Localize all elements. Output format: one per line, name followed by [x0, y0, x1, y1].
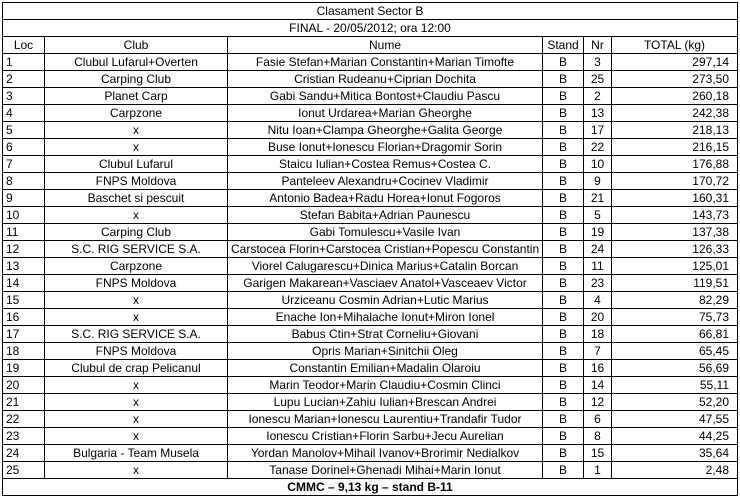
cell-nr: 18 — [584, 326, 612, 343]
cell-nr: 7 — [584, 343, 612, 360]
cell-total: 75,73 — [612, 309, 738, 326]
cell-club: x — [45, 411, 228, 428]
cell-loc: 25 — [3, 462, 45, 479]
cell-nr: 13 — [584, 105, 612, 122]
cell-stand: B — [543, 394, 584, 411]
cell-stand: B — [543, 190, 584, 207]
cell-nume: Constantin Emilian+Madalin Olaroiu — [228, 360, 543, 377]
cell-nr: 4 — [584, 292, 612, 309]
table-row — [3, 139, 738, 156]
cell-stand: B — [543, 292, 584, 309]
header-nr: Nr — [584, 37, 612, 54]
cell-nr: 10 — [584, 156, 612, 173]
cell-club: Clubul de crap Pelicanul — [45, 360, 228, 377]
cell-nr: 19 — [584, 224, 612, 241]
cell-club: x — [45, 462, 228, 479]
cell-nr: 11 — [584, 258, 612, 275]
cell-loc: 13 — [3, 258, 45, 275]
cell-loc: 20 — [3, 377, 45, 394]
cell-nr: 6 — [584, 411, 612, 428]
cell-nume: Antonio Badea+Radu Horea+Ionut Fogoros — [228, 190, 543, 207]
table-row — [3, 428, 738, 445]
results-table — [2, 2, 738, 496]
cell-nr: 21 — [584, 190, 612, 207]
cell-nr: 8 — [584, 428, 612, 445]
cell-nume: Nitu Ioan+Clampa Gheorghe+Galita George — [228, 122, 543, 139]
cell-loc: 15 — [3, 292, 45, 309]
cell-stand: B — [543, 462, 584, 479]
cell-nume: Gabi Sandu+Mitica Bontost+Claudiu Pascu — [228, 88, 543, 105]
table-row — [3, 326, 738, 343]
cell-nume: Tanase Dorinel+Ghenadi Mihai+Marin Ionut — [228, 462, 543, 479]
cell-stand: B — [543, 173, 584, 190]
cell-nr: 3 — [584, 54, 612, 71]
table-row — [3, 207, 738, 224]
cell-loc: 11 — [3, 224, 45, 241]
table-row — [3, 224, 738, 241]
cell-nr: 1 — [584, 462, 612, 479]
cell-club: x — [45, 292, 228, 309]
cell-loc: 21 — [3, 394, 45, 411]
cell-loc: 17 — [3, 326, 45, 343]
cell-club: Clubul Lufarul+Overten — [45, 54, 228, 71]
cell-club: Carpzone — [45, 105, 228, 122]
cell-club: x — [45, 207, 228, 224]
cell-loc: 12 — [3, 241, 45, 258]
cell-club: S.C. RIG SERVICE S.A. — [45, 241, 228, 258]
cell-loc: 19 — [3, 360, 45, 377]
table-row — [3, 88, 738, 105]
cell-total: 44,25 — [612, 428, 738, 445]
header-total: TOTAL (kg) — [612, 37, 738, 54]
header-stand: Stand — [543, 37, 584, 54]
table-row — [3, 462, 738, 479]
cell-nr: 5 — [584, 207, 612, 224]
cell-nume: Stefan Babita+Adrian Paunescu — [228, 207, 543, 224]
cell-total: 82,29 — [612, 292, 738, 309]
cell-stand: B — [543, 428, 584, 445]
cell-club: x — [45, 309, 228, 326]
cell-nume: Marin Teodor+Marin Claudiu+Cosmin Clinci — [228, 377, 543, 394]
cell-nume: Ionescu Cristian+Florin Sarbu+Jecu Aurelian — [228, 428, 543, 445]
cell-stand: B — [543, 258, 584, 275]
cell-club: Planet Carp — [45, 88, 228, 105]
cell-nume: Gabi Tomulescu+Vasile Ivan — [228, 224, 543, 241]
cell-club: Clubul Lufarul — [45, 156, 228, 173]
cell-total: 125,01 — [612, 258, 738, 275]
table-row — [3, 258, 738, 275]
cell-total: 47,55 — [612, 411, 738, 428]
results-sheet — [2, 2, 737, 499]
cell-stand: B — [543, 88, 584, 105]
cell-total: 119,51 — [612, 275, 738, 292]
table-row — [3, 309, 738, 326]
cell-total: 176,88 — [612, 156, 738, 173]
table-row — [3, 190, 738, 207]
cell-nr: 23 — [584, 275, 612, 292]
cell-loc: 10 — [3, 207, 45, 224]
cell-loc: 5 — [3, 122, 45, 139]
cell-nr: 2 — [584, 88, 612, 105]
cell-stand: B — [543, 360, 584, 377]
cell-nume: Fasie Stefan+Marian Constantin+Marian Timofte — [228, 54, 543, 71]
cell-loc: 9 — [3, 190, 45, 207]
footer-row — [3, 479, 738, 496]
cell-nr: 9 — [584, 173, 612, 190]
cell-total: 56,69 — [612, 360, 738, 377]
cell-club: Baschet si pescuit — [45, 190, 228, 207]
cell-loc: 3 — [3, 88, 45, 105]
cell-nume: Urziceanu Cosmin Adrian+Lutic Marius — [228, 292, 543, 309]
cell-loc: 14 — [3, 275, 45, 292]
cell-club: FNPS Moldova — [45, 173, 228, 190]
cell-stand: B — [543, 54, 584, 71]
cell-club: Carpzone — [45, 258, 228, 275]
cell-stand: B — [543, 122, 584, 139]
subtitle-row — [3, 20, 738, 37]
cell-loc: 16 — [3, 309, 45, 326]
cell-nume: Opris Marian+Sinitchii Oleg — [228, 343, 543, 360]
cell-nr: 22 — [584, 139, 612, 156]
table-row — [3, 173, 738, 190]
cell-nr: 25 — [584, 71, 612, 88]
page-title: Clasament Sector B — [3, 3, 738, 20]
header-loc: Loc — [3, 37, 45, 54]
table-row — [3, 377, 738, 394]
cell-loc: 1 — [3, 54, 45, 71]
table-row — [3, 156, 738, 173]
cell-club: FNPS Moldova — [45, 275, 228, 292]
cell-total: 137,38 — [612, 224, 738, 241]
cell-stand: B — [543, 445, 584, 462]
table-row — [3, 394, 738, 411]
cell-stand: B — [543, 71, 584, 88]
cell-club: S.C. RIG SERVICE S.A. — [45, 326, 228, 343]
header-nume: Nume — [228, 37, 543, 54]
cell-nume: Panteleev Alexandru+Cocinev Vladimir — [228, 173, 543, 190]
cell-nr: 12 — [584, 394, 612, 411]
cell-nume: Ionut Urdarea+Marian Gheorghe — [228, 105, 543, 122]
cell-stand: B — [543, 377, 584, 394]
cell-club: FNPS Moldova — [45, 343, 228, 360]
header-club: Club — [45, 37, 228, 54]
cell-stand: B — [543, 105, 584, 122]
table-row — [3, 275, 738, 292]
cell-stand: B — [543, 156, 584, 173]
cell-stand: B — [543, 343, 584, 360]
cell-total: 216,15 — [612, 139, 738, 156]
table-row — [3, 445, 738, 462]
cell-nume: Enache Ion+Mihalache Ionut+Miron Ionel — [228, 309, 543, 326]
cell-stand: B — [543, 326, 584, 343]
cell-stand: B — [543, 139, 584, 156]
cell-total: 35,64 — [612, 445, 738, 462]
cell-total: 170,72 — [612, 173, 738, 190]
table-row — [3, 241, 738, 258]
cell-club: Carping Club — [45, 71, 228, 88]
cell-club: x — [45, 428, 228, 445]
cell-total: 55,11 — [612, 377, 738, 394]
table-row — [3, 54, 738, 71]
header-row — [3, 37, 738, 54]
cell-nume: Lupu Lucian+Zahiu Iulian+Brescan Andrei — [228, 394, 543, 411]
cell-loc: 24 — [3, 445, 45, 462]
cell-stand: B — [543, 224, 584, 241]
cell-loc: 4 — [3, 105, 45, 122]
cell-total: 160,31 — [612, 190, 738, 207]
cell-total: 65,45 — [612, 343, 738, 360]
footer-note: CMMC – 9,13 kg – stand B-11 — [3, 479, 738, 496]
cell-club: Bulgaria - Team Musela — [45, 445, 228, 462]
cell-club: x — [45, 139, 228, 156]
table-row — [3, 360, 738, 377]
cell-nume: Babus Ctin+Strat Corneliu+Giovani — [228, 326, 543, 343]
cell-total: 143,73 — [612, 207, 738, 224]
cell-nr: 20 — [584, 309, 612, 326]
cell-nr: 14 — [584, 377, 612, 394]
cell-nr: 24 — [584, 241, 612, 258]
cell-loc: 8 — [3, 173, 45, 190]
cell-club: Carping Club — [45, 224, 228, 241]
cell-nume: Garigen Makarean+Vasciaev Anatol+Vasceaev Victor — [228, 275, 543, 292]
cell-stand: B — [543, 275, 584, 292]
cell-nume: Ionescu Marian+Ionescu Laurentiu+Trandafir Tudor — [228, 411, 543, 428]
cell-total: 52,20 — [612, 394, 738, 411]
cell-stand: B — [543, 309, 584, 326]
cell-total: 218,13 — [612, 122, 738, 139]
cell-total: 126,33 — [612, 241, 738, 258]
cell-loc: 23 — [3, 428, 45, 445]
cell-nr: 15 — [584, 445, 612, 462]
cell-loc: 6 — [3, 139, 45, 156]
cell-nume: Carstocea Florin+Carstocea Cristian+Popescu Constantin — [228, 241, 543, 258]
cell-total: 2,48 — [612, 462, 738, 479]
cell-nume: Buse Ionut+Ionescu Florian+Dragomir Sorin — [228, 139, 543, 156]
title-row — [3, 3, 738, 20]
cell-total: 260,18 — [612, 88, 738, 105]
cell-club: x — [45, 394, 228, 411]
cell-nume: Viorel Calugarescu+Dinica Marius+Catalin Borcan — [228, 258, 543, 275]
cell-club: x — [45, 122, 228, 139]
table-row — [3, 411, 738, 428]
cell-nr: 16 — [584, 360, 612, 377]
table-row — [3, 105, 738, 122]
table-row — [3, 122, 738, 139]
table-row — [3, 71, 738, 88]
cell-loc: 22 — [3, 411, 45, 428]
cell-loc: 18 — [3, 343, 45, 360]
cell-stand: B — [543, 241, 584, 258]
cell-loc: 2 — [3, 71, 45, 88]
cell-nume: Cristian Rudeanu+Ciprian Dochita — [228, 71, 543, 88]
cell-club: x — [45, 377, 228, 394]
cell-total: 66,81 — [612, 326, 738, 343]
cell-loc: 7 — [3, 156, 45, 173]
cell-total: 273,50 — [612, 71, 738, 88]
table-row — [3, 343, 738, 360]
table-row — [3, 292, 738, 309]
page-subtitle: FINAL - 20/05/2012; ora 12:00 — [3, 20, 738, 37]
cell-nr: 17 — [584, 122, 612, 139]
cell-stand: B — [543, 411, 584, 428]
cell-stand: B — [543, 207, 584, 224]
cell-nume: Yordan Manolov+Mihail Ivanov+Brorimir Nedialkov — [228, 445, 543, 462]
cell-total: 242,38 — [612, 105, 738, 122]
cell-total: 297,14 — [612, 54, 738, 71]
cell-nume: Staicu Iulian+Costea Remus+Costea C. — [228, 156, 543, 173]
